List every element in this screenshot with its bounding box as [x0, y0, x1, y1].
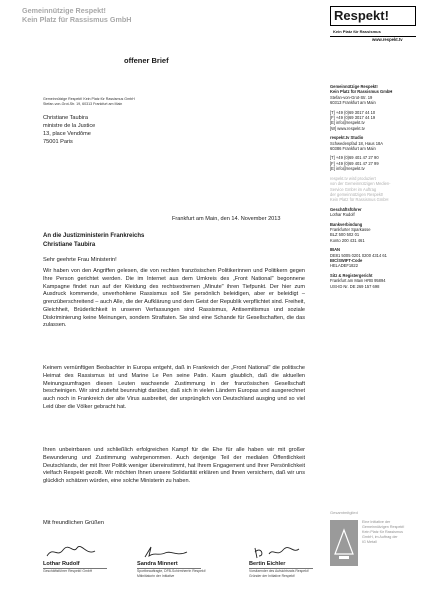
signature-scribble	[137, 544, 197, 560]
signature-scribble	[249, 544, 309, 560]
sidebar-info: Gemeinnützige Respekt! Kein Platz für Rassismus GmbH Stefan-von-Grot-Str. 19 60313 Frankfurt am Main [T] +49 (0)69 3017 44 10 [F] +49 (0)69 3017 44 19 [E] info@respekt.tv [W] www.respekt.tv respekt.tv Studio Schwedenpfad 18, Haus 18A 60386 Frankfurt am Main [T] +49 (0)69 401 47 27 90 [F] +49 (0)69 401 47 27 99 [E] info@respekt.tv respekt.tv wird produziert von der Gemeinnützigen Medien- Service GmbH im Auftrag der gemeinnützigen Respekt! Kein Platz für Rassismus GmbH Geschäftsführer Lothar Rudolf Bankverbindung Frankfurter Sparkasse BLZ 500 502 01 Konto 200 431 461 IBAN DE81 5005 0201 0200 4314 61 BIC/SWIFT-Code HELADEF1822 Sitz & Registergericht Frankfurt am Main HRB 95894 USt-ID Nr. DE 269 157 698	[330, 84, 418, 289]
sidebar-web: [W] www.respekt.tv	[330, 125, 365, 131]
signature-block	[137, 544, 206, 579]
signatory-role: Mitinitiatorin der Initiative	[137, 574, 175, 578]
letter-subject: An die Justizministerin Frankreichs Christiane Taubira	[43, 233, 145, 248]
sender-line: Gemeinnützige Respekt! Kein Platz für Rassismus GmbH Stefan-von-Grot-Str. 19, 60313 Frankfurt am Main	[43, 97, 135, 106]
recipient-address	[43, 114, 95, 146]
body-paragraph: Ihren unbeirrbaren und schließlich erfolgreichen Kampf für die Ehe für alle haben wir mit großer Bewunderung und Zustimmung wahrgenommen. Auch derjenige Teil der medialen Öffentlichkeit Deutschlands, der mit Ihrer Politik weniger übereinstimmt, hat Ihrem Engagement und Ihrer Persönlichkeit vielfach Respekt gezollt. Wir möchten Ihnen unsere Solidarität erklären und Ihnen versichern, daß wir uns glücklich schätzen würden, eine solche Ministerin zu haben.	[43, 447, 305, 484]
signatory-role: Geschäftsführer Respekt! GmbH	[43, 569, 93, 573]
recipient-line: Christiane Taubira	[43, 115, 88, 121]
org-name: Gemeinnützige Respekt! Kein Platz für Rassismus GmbH	[22, 6, 132, 24]
salutation: Sehr geehrte Frau Ministerin!	[43, 257, 117, 263]
sidebar-bic-heading: BIC/SWIFT-Code	[330, 257, 363, 263]
sidebar-iban-heading: IBAN	[330, 247, 341, 253]
signatory-role: Vorsitzender des Aufsichtsrats Respekt!	[249, 569, 309, 573]
logo-url: www.respekt.tv	[372, 37, 403, 42]
badge-label: Gesamtmitglied	[330, 510, 358, 515]
signature-block	[43, 544, 107, 574]
sidebar-md-heading: Geschäftsführer	[330, 206, 362, 212]
body-paragraph: Keinem vernünftigen Beobachter in Europa entgeht, daß in Frankreich der „Front National" die politische Heimat des Rassismus ist und Marine Le Pen seine Patin. Kaum glaublich, daß die aktuellen Meinungsumfragen diesen Leuten wachsende Zustimmung in der französischen Gesellschaft bescheinigen. Wir sind zutiefst beunruhigt darüber, daß sich in vielen Ländern Europas und ausgerechnet auch noch in Frankreich der alte Virus ausbreitet, der ursprünglich von Deutschland ausging und so viel Leid über die Völker gebracht hat.	[43, 365, 305, 410]
signatory-name: Lothar Rudolf	[43, 561, 80, 567]
respekt-logo	[330, 6, 416, 56]
logo-wordmark: Respekt!	[330, 6, 416, 26]
sidebar-studio-heading: respekt.tv Studio	[330, 135, 364, 141]
signatory-role: Gründer der Initiative Respekt!	[249, 574, 295, 578]
ig-metall-badge	[330, 520, 358, 566]
signature-scribble	[43, 544, 103, 560]
sidebar-note: respekt.tv wird produziert	[330, 175, 376, 181]
signatory-name: Sandra Minnert	[137, 561, 178, 567]
badge-text: Eine Initiative der Gemeinnützigen Respekt! Kein Platz für Rassismus GmbH, im Auftrag der IG Metall	[362, 520, 405, 544]
signatory-role: Sportbeauftragte, DFB-Schirmherrin Respekt!	[137, 569, 206, 573]
recipient-line: 13, place Vendôme	[43, 131, 91, 137]
sidebar-seat-heading: Sitz & Registergericht	[330, 272, 373, 278]
recipient-line: ministre de la Justice	[43, 123, 96, 129]
letter-date: Frankfurt am Main, den 14. November 2013	[172, 216, 281, 222]
signature-block	[249, 544, 313, 579]
recipient-line: 75001 Paris	[43, 139, 73, 145]
sidebar-email: [E] info@respekt.tv	[330, 120, 365, 126]
logo-tagline: Kein Platz für Rassismus	[333, 29, 381, 34]
sidebar-office-heading: Gemeinnützige Respekt!	[330, 84, 378, 89]
signatory-name: Bertin Eichler	[249, 561, 286, 567]
closing: Mit freundlichen Grüßen	[43, 520, 105, 526]
body-paragraph: Wir haben von den Angriffen gelesen, die von rechten französischen Politikerinnen und Politikern gegen Ihre Person gerichtet werden. Die im Internet aus dem Umkreis des „Front National" begonnene Kampagne findet nun auf der Kleidung des rechtsextremen „Minute" ihren Tiefpunkt. Der hier zum Ausdruck kommende, unverhohlene Rassismus soll Sie persönlich beleidigen, aber er beleidigt – grenzüberschreitend – auch Alle, die der Aufklärung und dem Geist der Republik verpflichtet sind. Freiheit, Gleichheit, Brüderlichkeit in unseren Verfassungen sind Rassismus, Antisemitismus und soziale Diskriminierung keine Meinungen, sondern Straftaten. Sie sind eine Schande für Gesellschaften, die das zulassen.	[43, 268, 305, 329]
letter-title: offener Brief	[124, 56, 169, 65]
sidebar-fax: [F] +49 (0)69 3017 44 19	[330, 115, 376, 121]
sidebar-bank-heading: Bankverbindung	[330, 221, 363, 227]
ig-metall-logo-icon	[330, 520, 358, 566]
sidebar-phone: [T] +49 (0)69 3017 44 10	[330, 109, 376, 115]
